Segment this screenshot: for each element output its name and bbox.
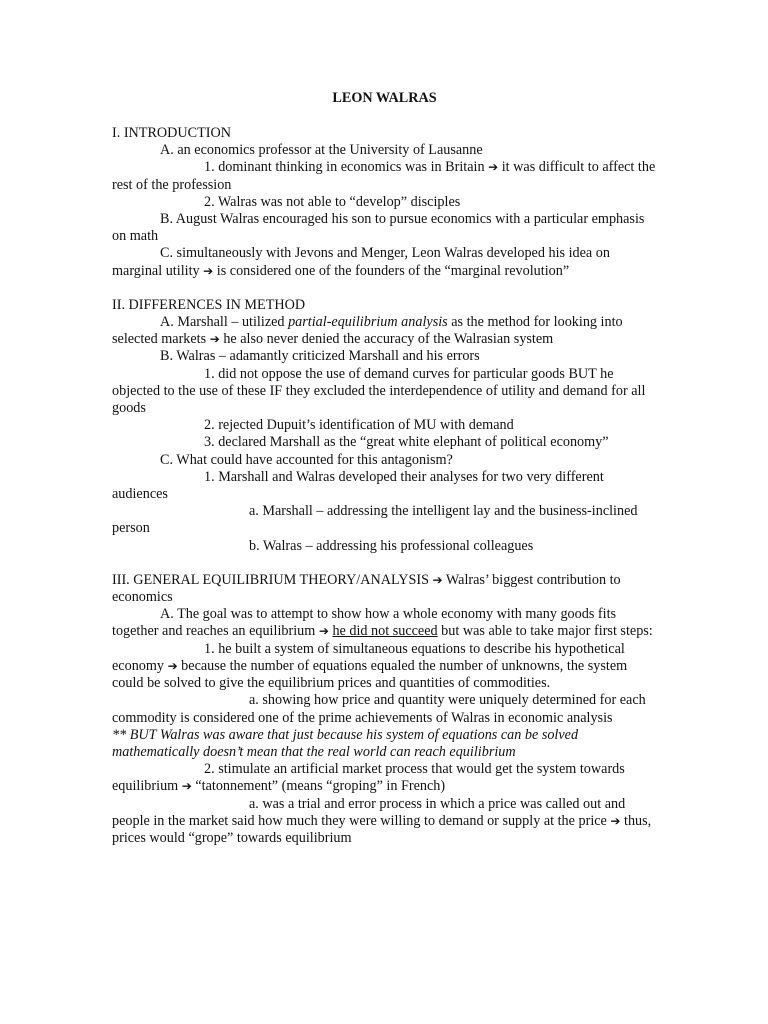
section-spacer bbox=[112, 280, 657, 297]
text-run: Walras’ biggest contribution to economics bbox=[112, 571, 621, 606]
outline-item: A. an economics professor at the University of Lausanne bbox=[160, 142, 483, 159]
outline-item: B. Walras – adamantly criticized Marshall and his errors bbox=[160, 348, 480, 365]
text-run: as the method for looking into selected markets bbox=[112, 314, 623, 348]
section-heading bbox=[112, 572, 657, 606]
text-run: but was able to take major first steps: bbox=[437, 623, 653, 640]
section-spacer bbox=[112, 555, 657, 572]
text-run: 2. stimulate an artificial market process that would get the system towards equilibrium bbox=[112, 761, 625, 795]
arrow-right-icon: ➔ bbox=[432, 572, 443, 587]
outline-item: 1. Marshall and Walras developed their analyses for two very different audiences bbox=[112, 468, 604, 503]
text-run: it was difficult to affect the rest of the profession bbox=[112, 159, 656, 193]
text-run: because the number of equations equaled the number of unknowns, the system could be solved to give the equilibrium prices and quantities of commodities. bbox=[112, 657, 628, 692]
outline-item bbox=[112, 761, 657, 795]
outline-item: 3. declared Marshall as the “great white elephant of political economy” bbox=[204, 434, 609, 451]
arrow-right-icon: ➔ bbox=[610, 813, 621, 828]
outline-item bbox=[112, 606, 657, 640]
note-text: ** BUT Walras was aware that just because his system of equations can be solved mathematically doesn’t mean that the real world can reach equilibrium bbox=[112, 726, 579, 760]
outline-item: b. Walras – addressing his professional colleagues bbox=[249, 537, 534, 554]
text-run: a. was a trial and error process in which a price was called out and people in the market said how much they were willing to demand or supply at the price bbox=[112, 795, 626, 829]
arrow-right-icon: ➔ bbox=[203, 263, 214, 278]
arrow-right-icon: ➔ bbox=[209, 332, 220, 347]
text-run: thus, prices would “grope” towards equilibrium bbox=[112, 812, 652, 846]
section-differences-in-method bbox=[112, 297, 657, 555]
outline-item bbox=[112, 245, 657, 279]
text-run: he also never denied the accuracy of the Walrasian system bbox=[223, 331, 554, 348]
text-run: is considered one of the founders of the “marginal revolution” bbox=[216, 262, 570, 279]
text-run: A. Marshall – utilized bbox=[160, 314, 289, 331]
arrow-right-icon: ➔ bbox=[318, 624, 329, 639]
outline-item bbox=[112, 314, 657, 348]
text-run: “tatonnement” (means “groping” in French) bbox=[195, 778, 446, 795]
arrow-right-icon: ➔ bbox=[181, 779, 192, 794]
outline-item: 2. rejected Dupuit’s identification of MU with demand bbox=[204, 417, 514, 434]
outline-item: a. showing how price and quantity were uniquely determined for each commodity is considered one of the prime achievements of Walras in economic analysis bbox=[112, 692, 646, 726]
text-run: III. GENERAL EQUILIBRIUM THEORY/ANALYSIS bbox=[112, 571, 429, 588]
section-general-equilibrium bbox=[112, 572, 657, 847]
section-introduction bbox=[112, 125, 657, 280]
outline-item bbox=[112, 641, 657, 693]
text-run: 1. dominant thinking in economics was in Britain bbox=[204, 159, 485, 176]
outline-item: C. What could have accounted for this antagonism? bbox=[160, 451, 453, 468]
document-title: LEON WALRAS bbox=[332, 90, 437, 106]
outline-item: 1. did not oppose the use of demand curves for particular goods BUT he objected to the use of these IF they excluded the interdependence of utility and demand for all goods bbox=[112, 365, 646, 417]
outline-item bbox=[112, 159, 657, 193]
document-page bbox=[112, 90, 657, 847]
text-run: 1. he built a system of simultaneous equations to describe his hypothetical economy bbox=[112, 640, 625, 674]
outline-item: 2. Walras was not able to “develop” disciples bbox=[204, 193, 461, 210]
arrow-right-icon: ➔ bbox=[167, 658, 178, 673]
arrow-right-icon: ➔ bbox=[488, 160, 499, 175]
underlined-text: he did not succeed bbox=[332, 623, 438, 640]
outline-item: a. Marshall – addressing the intelligent lay and the business-inclined person bbox=[112, 503, 638, 537]
outline-item bbox=[112, 796, 657, 848]
text-run: C. simultaneously with Jevons and Menger, Leon Walras developed his idea on marginal utility bbox=[112, 245, 610, 279]
text-run: A. The goal was to attempt to show how a whole economy with many goods fits together and reaches an equilibrium bbox=[112, 606, 617, 640]
emphasis-text: partial-equilibrium analysis bbox=[288, 314, 448, 331]
outline-item: B. August Walras encouraged his son to pursue economics with a particular emphasis on math bbox=[112, 211, 645, 245]
section-heading: II. DIFFERENCES IN METHOD bbox=[112, 296, 306, 313]
section-heading: I. INTRODUCTION bbox=[112, 125, 232, 141]
